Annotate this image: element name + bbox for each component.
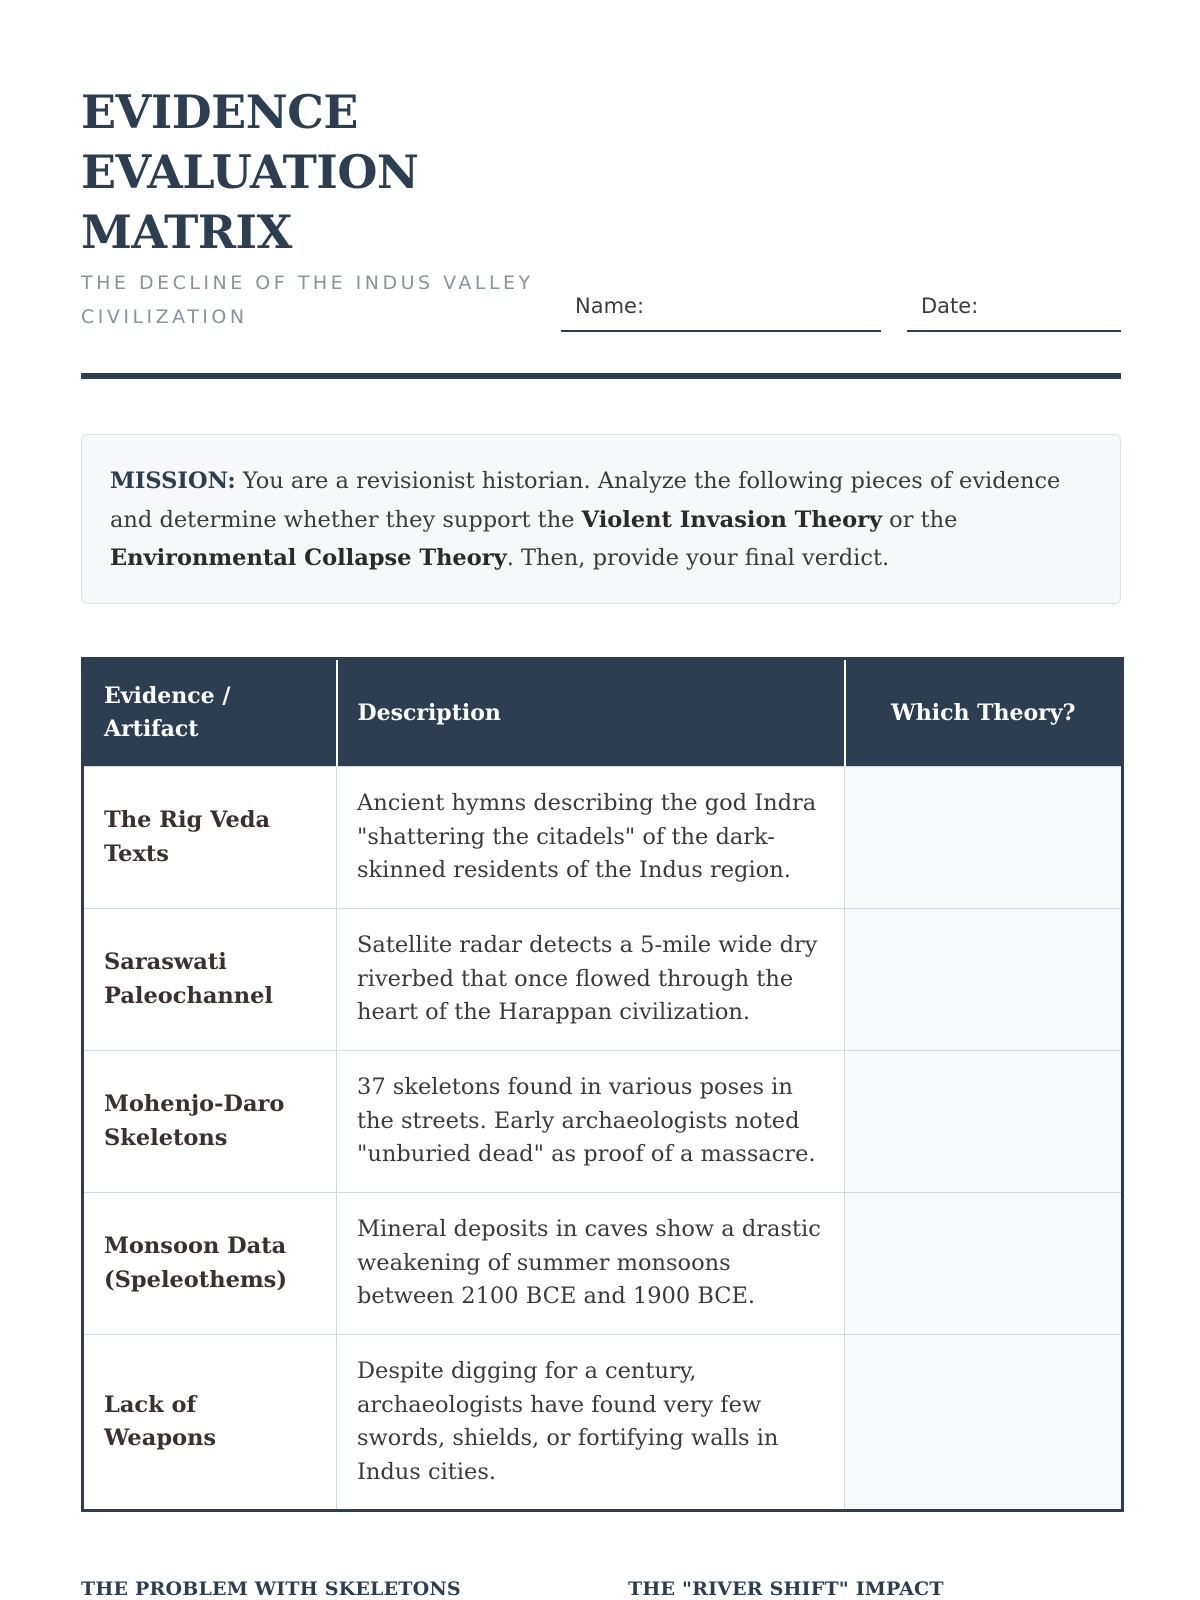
- mission-text-1: You are a revisionist historian. Analyze the following pieces of evidence and determine whether they support the: [110, 468, 1061, 533]
- table-row: [83, 1335, 1123, 1511]
- section-heading-river-shift: THE "RIVER SHIFT" IMPACT: [628, 1578, 944, 1600]
- theory-answer-cell[interactable]: [845, 1193, 1123, 1335]
- date-field[interactable]: [907, 286, 1121, 332]
- theory-violent-invasion: Violent Invasion Theory: [581, 506, 883, 533]
- theory-answer-cell[interactable]: [845, 1051, 1123, 1193]
- mission-text-2: or the: [882, 506, 958, 533]
- theory-answer-cell[interactable]: [845, 909, 1123, 1051]
- header-artifact: Evidence / Artifact: [83, 659, 337, 767]
- worksheet-page: [81, 0, 1121, 1600]
- artifact-cell: Monsoon Data (Speleothems): [83, 1193, 337, 1335]
- date-label: Date:: [921, 294, 979, 318]
- theory-answer-cell[interactable]: [845, 1335, 1123, 1511]
- name-field[interactable]: [561, 286, 881, 332]
- description-cell: Ancient hymns describing the god Indra "shattering the citadels" of the dark-skinned residents of the Indus region.: [337, 767, 845, 909]
- description-cell: Despite digging for a century, archaeologists have found very few swords, shields, or fortifying walls in Indus cities.: [337, 1335, 845, 1511]
- description-cell: Satellite radar detects a 5-mile wide dry riverbed that once flowed through the heart of the Harappan civilization.: [337, 909, 845, 1051]
- mission-lead: MISSION:: [110, 468, 236, 494]
- table-row: [83, 909, 1123, 1051]
- section-heading-skeletons: THE PROBLEM WITH SKELETONS: [81, 1578, 461, 1600]
- theory-answer-cell[interactable]: [845, 767, 1123, 909]
- evidence-matrix-table: [81, 657, 1124, 1512]
- name-label: Name:: [575, 294, 645, 318]
- table-row: [83, 1051, 1123, 1193]
- page-title: EVIDENCE EVALUATION MATRIX: [81, 85, 419, 259]
- table-header-row: [83, 659, 1123, 767]
- mission-text-3: . Then, provide your final verdict.: [506, 545, 890, 571]
- header-description: Description: [337, 659, 845, 767]
- artifact-cell: The Rig Veda Texts: [83, 767, 337, 909]
- mission-box: [81, 434, 1121, 604]
- table-row: [83, 767, 1123, 909]
- description-cell: Mineral deposits in caves show a drastic weakening of summer monsoons between 2100 BCE and 1900 BCE.: [337, 1193, 845, 1335]
- artifact-cell: Saraswati Paleochannel: [83, 909, 337, 1051]
- theory-environmental-collapse: Environmental Collapse Theory: [110, 545, 507, 571]
- table-row: [83, 1193, 1123, 1335]
- header-divider: [81, 373, 1121, 379]
- artifact-cell: Lack of Weapons: [83, 1335, 337, 1511]
- page-subtitle: THE DECLINE OF THE INDUS VALLEY CIVILIZATION: [81, 272, 534, 328]
- header-theory: Which Theory?: [845, 659, 1123, 767]
- artifact-cell: Mohenjo-Daro Skeletons: [83, 1051, 337, 1193]
- description-cell: 37 skeletons found in various poses in the streets. Early archaeologists noted "unburied dead" as proof of a massacre.: [337, 1051, 845, 1193]
